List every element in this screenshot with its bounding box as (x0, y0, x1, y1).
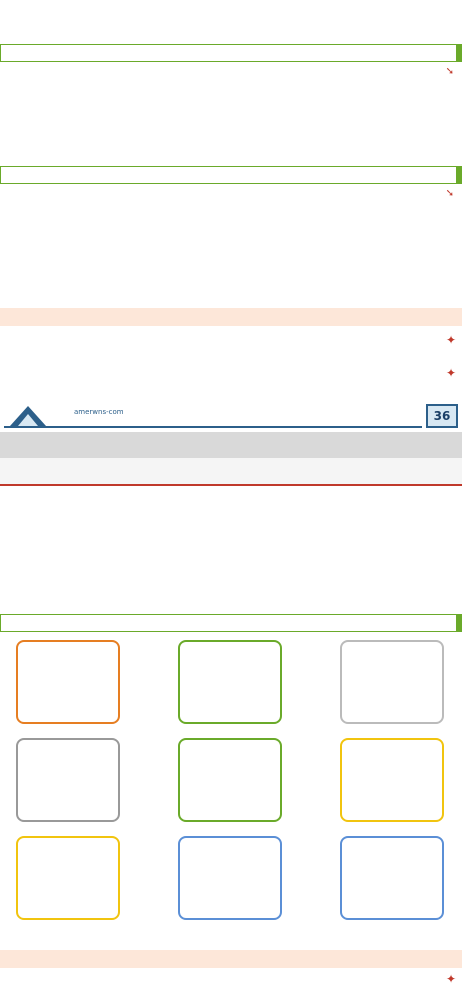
top-page (0, 0, 462, 432)
plus-bullet-icon: ✦ (445, 972, 456, 986)
creativity-paragraph (8, 186, 440, 296)
page-header (0, 458, 462, 486)
diagram-node (16, 836, 120, 920)
renzulli-paragraph-1 (8, 330, 440, 360)
footer-site: amerwns-com (74, 408, 124, 416)
diagram-node (340, 738, 444, 822)
intelligences-diagram (4, 634, 458, 934)
bottom-intro-paragraph (8, 490, 454, 562)
diagram-node (340, 836, 444, 920)
footer-rule (4, 426, 422, 428)
page-gap (0, 432, 462, 458)
task-commitment-paragraph (8, 64, 440, 162)
arrow-bullet-icon: ➘ (445, 66, 454, 77)
diagram-node (178, 738, 282, 822)
chapter-heading-sternberg (0, 950, 462, 968)
plus-bullet-icon: ✦ (445, 333, 456, 347)
section-bar-renzulli-diagram (0, 614, 462, 632)
plus-bullet-icon: ✦ (445, 366, 456, 380)
section-bar-creativity (0, 166, 462, 184)
diagram-node (178, 640, 282, 724)
bottom-page (0, 458, 462, 1000)
logo-icon (6, 402, 50, 428)
page-number: 36 (426, 404, 458, 428)
section-bar-task-commitment (0, 44, 462, 62)
sternberg-paragraph (8, 970, 440, 998)
arrow-bullet-icon: ➘ (445, 188, 454, 199)
diagram-node (16, 640, 120, 724)
diagram-node (340, 640, 444, 724)
diagram-node (178, 836, 282, 920)
chapter-heading-renzulli (0, 308, 462, 326)
intro-paragraph (8, 2, 454, 38)
page-footer (0, 400, 462, 432)
diagram-node (16, 738, 120, 822)
renzulli-paragraph-2 (8, 364, 440, 392)
